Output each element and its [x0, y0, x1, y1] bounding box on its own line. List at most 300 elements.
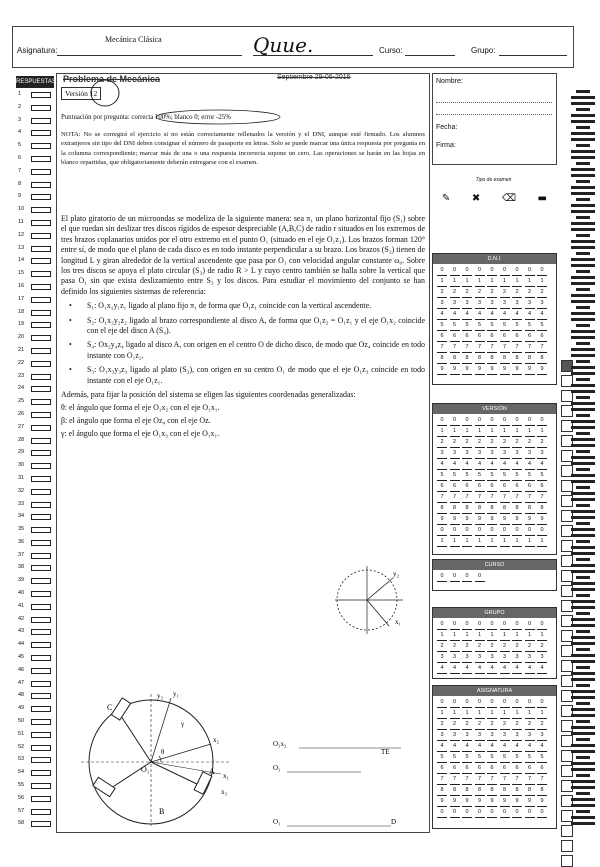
- answer-bubble[interactable]: [31, 105, 51, 111]
- answer-row[interactable]: [16, 408, 54, 421]
- digit-bubble[interactable]: 0: [525, 698, 535, 708]
- digit-bubble[interactable]: 9: [525, 797, 535, 807]
- answer-row[interactable]: [16, 728, 54, 741]
- answer-row[interactable]: [16, 549, 54, 562]
- answer-row[interactable]: [16, 344, 54, 357]
- digit-bubble[interactable]: 1: [450, 427, 460, 437]
- answer-row[interactable]: [16, 766, 54, 779]
- digit-bubble[interactable]: 0: [500, 808, 510, 818]
- digit-bubble[interactable]: 2: [500, 642, 510, 652]
- digit-bubble[interactable]: 8: [437, 504, 447, 514]
- digit-bubble[interactable]: 0: [475, 620, 485, 630]
- digit-bubble[interactable]: 2: [525, 720, 535, 730]
- digit-bubble[interactable]: 7: [450, 343, 460, 353]
- digit-bubble[interactable]: 2: [475, 642, 485, 652]
- digit-bubble[interactable]: 7: [475, 343, 485, 353]
- digit-bubble[interactable]: 0: [475, 572, 485, 582]
- digit-bubble[interactable]: 1: [462, 537, 472, 547]
- digit-bubble[interactable]: 8: [437, 354, 447, 364]
- digit-bubble[interactable]: 5: [500, 753, 510, 763]
- digit-bubble[interactable]: 0: [450, 416, 460, 426]
- answer-row[interactable]: [16, 395, 54, 408]
- digit-bubble[interactable]: 0: [537, 266, 547, 276]
- digit-bubble[interactable]: 1: [487, 709, 497, 719]
- answer-row[interactable]: [16, 370, 54, 383]
- digit-bubble[interactable]: 3: [512, 731, 522, 741]
- digit-bubble[interactable]: 4: [537, 742, 547, 752]
- digit-bubble[interactable]: 5: [525, 753, 535, 763]
- digit-bubble[interactable]: 8: [487, 504, 497, 514]
- digit-bubble[interactable]: 3: [525, 299, 535, 309]
- digit-bubble[interactable]: 6: [450, 482, 460, 492]
- digit-bubble[interactable]: 0: [512, 698, 522, 708]
- digit-bubble[interactable]: 7: [500, 493, 510, 503]
- digit-bubble[interactable]: 6: [437, 332, 447, 342]
- digit-bubble[interactable]: 9: [537, 365, 547, 375]
- digit-bubble[interactable]: 3: [537, 653, 547, 663]
- digit-bubble[interactable]: 8: [462, 504, 472, 514]
- digit-bubble[interactable]: 0: [512, 620, 522, 630]
- answer-row[interactable]: [16, 702, 54, 715]
- digit-bubble[interactable]: 8: [500, 354, 510, 364]
- digit-bubble[interactable]: 0: [450, 698, 460, 708]
- answer-bubble[interactable]: [31, 310, 51, 316]
- digit-bubble[interactable]: 8: [450, 354, 460, 364]
- digit-bubble[interactable]: 4: [525, 742, 535, 752]
- digit-bubble[interactable]: 7: [437, 775, 447, 785]
- digit-bubble[interactable]: 6: [450, 332, 460, 342]
- digit-bubble[interactable]: 4: [500, 460, 510, 470]
- digit-bubble[interactable]: 0: [525, 808, 535, 818]
- digit-bubble[interactable]: 3: [500, 299, 510, 309]
- answer-bubble[interactable]: [31, 463, 51, 469]
- answer-row[interactable]: [16, 306, 54, 319]
- grupo-line[interactable]: [499, 55, 567, 56]
- answer-bubble[interactable]: [31, 757, 51, 763]
- digit-bubble[interactable]: 0: [525, 620, 535, 630]
- digit-bubble[interactable]: 0: [487, 620, 497, 630]
- digit-bubble[interactable]: 1: [537, 537, 547, 547]
- digit-bubble[interactable]: 9: [462, 515, 472, 525]
- answer-bubble[interactable]: [31, 591, 51, 597]
- digit-bubble[interactable]: 3: [525, 653, 535, 663]
- digit-bubble[interactable]: 0: [525, 526, 535, 536]
- digit-bubble[interactable]: 9: [462, 797, 472, 807]
- digit-bubble[interactable]: 5: [462, 753, 472, 763]
- digit-bubble[interactable]: 6: [475, 482, 485, 492]
- digit-bubble[interactable]: 4: [525, 460, 535, 470]
- answer-bubble[interactable]: [31, 489, 51, 495]
- digit-bubble[interactable]: 1: [475, 631, 485, 641]
- digit-bubble[interactable]: 9: [462, 365, 472, 375]
- digit-bubble[interactable]: 7: [475, 493, 485, 503]
- digit-bubble[interactable]: 8: [462, 354, 472, 364]
- answer-bubble[interactable]: [31, 412, 51, 418]
- digit-bubble[interactable]: 3: [475, 653, 485, 663]
- digit-bubble[interactable]: 0: [462, 620, 472, 630]
- digit-bubble[interactable]: 0: [537, 620, 547, 630]
- digit-bubble[interactable]: 1: [512, 427, 522, 437]
- digit-bubble[interactable]: 1: [487, 427, 497, 437]
- digit-bubble[interactable]: 0: [487, 698, 497, 708]
- digit-bubble[interactable]: 9: [512, 797, 522, 807]
- digit-bubble[interactable]: 5: [487, 471, 497, 481]
- grupo-grid[interactable]: [432, 607, 557, 679]
- digit-bubble[interactable]: 2: [437, 288, 447, 298]
- answer-bubble[interactable]: [31, 617, 51, 623]
- digit-bubble[interactable]: 3: [462, 731, 472, 741]
- digit-bubble[interactable]: 6: [537, 764, 547, 774]
- answer-bubble[interactable]: [31, 156, 51, 162]
- digit-bubble[interactable]: 8: [487, 786, 497, 796]
- digit-bubble[interactable]: 8: [525, 786, 535, 796]
- digit-bubble[interactable]: 1: [437, 709, 447, 719]
- digit-bubble[interactable]: 1: [500, 277, 510, 287]
- digit-bubble[interactable]: 8: [437, 786, 447, 796]
- digit-bubble[interactable]: 2: [437, 642, 447, 652]
- digit-bubble[interactable]: 4: [512, 310, 522, 320]
- answer-row[interactable]: [16, 689, 54, 702]
- digit-bubble[interactable]: 5: [462, 471, 472, 481]
- digit-bubble[interactable]: 7: [487, 343, 497, 353]
- digit-bubble[interactable]: 0: [462, 698, 472, 708]
- nombre-line[interactable]: [436, 114, 552, 115]
- digit-bubble[interactable]: 8: [512, 354, 522, 364]
- digit-bubble[interactable]: 1: [450, 537, 460, 547]
- digit-bubble[interactable]: 4: [500, 742, 510, 752]
- digit-bubble[interactable]: 7: [450, 775, 460, 785]
- digit-bubble[interactable]: 8: [525, 504, 535, 514]
- answer-row[interactable]: [16, 216, 54, 229]
- digit-bubble[interactable]: 4: [450, 742, 460, 752]
- answer-bubble[interactable]: [31, 706, 51, 712]
- answer-row[interactable]: [16, 203, 54, 216]
- nombre-line[interactable]: [436, 102, 552, 103]
- digit-bubble[interactable]: 1: [450, 631, 460, 641]
- digit-bubble[interactable]: 3: [537, 449, 547, 459]
- digit-bubble[interactable]: 4: [475, 742, 485, 752]
- digit-bubble[interactable]: 3: [462, 449, 472, 459]
- answer-bubble[interactable]: [31, 565, 51, 571]
- digit-bubble[interactable]: 3: [487, 653, 497, 663]
- digit-bubble[interactable]: 7: [500, 775, 510, 785]
- digit-bubble[interactable]: 9: [512, 365, 522, 375]
- curso-grid[interactable]: [432, 559, 557, 591]
- digit-bubble[interactable]: 4: [462, 460, 472, 470]
- digit-bubble[interactable]: 9: [525, 365, 535, 375]
- answer-row[interactable]: [16, 613, 54, 626]
- answer-row[interactable]: [16, 101, 54, 114]
- digit-bubble[interactable]: 1: [475, 277, 485, 287]
- digit-bubble[interactable]: 5: [500, 471, 510, 481]
- answer-bubble[interactable]: [31, 578, 51, 584]
- digit-bubble[interactable]: 0: [500, 526, 510, 536]
- digit-bubble[interactable]: 2: [500, 288, 510, 298]
- digit-bubble[interactable]: 1: [525, 427, 535, 437]
- answer-bubble[interactable]: [31, 399, 51, 405]
- digit-bubble[interactable]: 3: [462, 653, 472, 663]
- digit-bubble[interactable]: 9: [487, 365, 497, 375]
- answer-bubble[interactable]: [31, 258, 51, 264]
- digit-bubble[interactable]: 2: [437, 438, 447, 448]
- digit-bubble[interactable]: 6: [462, 482, 472, 492]
- digit-bubble[interactable]: 7: [525, 343, 535, 353]
- answer-bubble[interactable]: [31, 374, 51, 380]
- digit-bubble[interactable]: 2: [437, 720, 447, 730]
- answer-row[interactable]: [16, 625, 54, 638]
- digit-bubble[interactable]: 3: [475, 449, 485, 459]
- digit-bubble[interactable]: 0: [462, 526, 472, 536]
- digit-bubble[interactable]: 3: [512, 449, 522, 459]
- answer-row[interactable]: [16, 574, 54, 587]
- answer-bubble[interactable]: [31, 130, 51, 136]
- digit-bubble[interactable]: 0: [437, 416, 447, 426]
- answer-row[interactable]: [16, 561, 54, 574]
- digit-bubble[interactable]: 2: [450, 438, 460, 448]
- answer-row[interactable]: [16, 817, 54, 830]
- answer-bubble[interactable]: [31, 322, 51, 328]
- digit-bubble[interactable]: 1: [525, 709, 535, 719]
- digit-bubble[interactable]: 4: [450, 664, 460, 674]
- digit-bubble[interactable]: 2: [450, 288, 460, 298]
- digit-bubble[interactable]: 7: [437, 343, 447, 353]
- digit-bubble[interactable]: 1: [475, 709, 485, 719]
- answer-bubble[interactable]: [31, 220, 51, 226]
- digit-bubble[interactable]: 0: [525, 266, 535, 276]
- digit-bubble[interactable]: 7: [537, 775, 547, 785]
- digit-bubble[interactable]: 1: [500, 427, 510, 437]
- digit-bubble[interactable]: 1: [525, 537, 535, 547]
- digit-bubble[interactable]: 0: [475, 526, 485, 536]
- answer-bubble[interactable]: [31, 821, 51, 827]
- digit-bubble[interactable]: 4: [537, 310, 547, 320]
- answer-row[interactable]: [16, 229, 54, 242]
- digit-bubble[interactable]: 0: [450, 572, 460, 582]
- digit-bubble[interactable]: 0: [437, 808, 447, 818]
- digit-bubble[interactable]: 9: [450, 365, 460, 375]
- digit-bubble[interactable]: 0: [500, 620, 510, 630]
- digit-bubble[interactable]: 3: [462, 299, 472, 309]
- digit-bubble[interactable]: 6: [500, 482, 510, 492]
- digit-bubble[interactable]: 2: [525, 288, 535, 298]
- digit-bubble[interactable]: 5: [487, 753, 497, 763]
- digit-bubble[interactable]: 4: [500, 310, 510, 320]
- digit-bubble[interactable]: 6: [475, 332, 485, 342]
- digit-bubble[interactable]: 1: [462, 631, 472, 641]
- digit-bubble[interactable]: 8: [512, 786, 522, 796]
- digit-bubble[interactable]: 6: [512, 482, 522, 492]
- digit-bubble[interactable]: 2: [537, 438, 547, 448]
- digit-bubble[interactable]: 5: [462, 321, 472, 331]
- digit-bubble[interactable]: 5: [475, 471, 485, 481]
- digit-bubble[interactable]: 5: [437, 753, 447, 763]
- digit-bubble[interactable]: 0: [500, 266, 510, 276]
- digit-bubble[interactable]: 0: [450, 808, 460, 818]
- digit-bubble[interactable]: 1: [487, 277, 497, 287]
- digit-bubble[interactable]: 3: [437, 653, 447, 663]
- answer-bubble[interactable]: [31, 719, 51, 725]
- digit-bubble[interactable]: 3: [475, 731, 485, 741]
- digit-bubble[interactable]: 6: [462, 764, 472, 774]
- answer-row[interactable]: [16, 600, 54, 613]
- digit-bubble[interactable]: 6: [525, 764, 535, 774]
- digit-bubble[interactable]: 0: [512, 416, 522, 426]
- digit-bubble[interactable]: 1: [487, 631, 497, 641]
- digit-bubble[interactable]: 0: [475, 416, 485, 426]
- answer-bubble[interactable]: [31, 629, 51, 635]
- digit-bubble[interactable]: 6: [512, 764, 522, 774]
- digit-bubble[interactable]: 8: [500, 504, 510, 514]
- digit-bubble[interactable]: 3: [487, 449, 497, 459]
- answer-row[interactable]: [16, 677, 54, 690]
- digit-bubble[interactable]: 9: [500, 365, 510, 375]
- digit-bubble[interactable]: 2: [487, 720, 497, 730]
- digit-bubble[interactable]: 0: [437, 266, 447, 276]
- digit-bubble[interactable]: 9: [437, 365, 447, 375]
- answer-row[interactable]: [16, 651, 54, 664]
- digit-bubble[interactable]: 4: [512, 664, 522, 674]
- answer-row[interactable]: [16, 242, 54, 255]
- digit-bubble[interactable]: 7: [525, 775, 535, 785]
- answer-row[interactable]: [16, 280, 54, 293]
- digit-bubble[interactable]: 3: [437, 449, 447, 459]
- digit-bubble[interactable]: 2: [475, 438, 485, 448]
- answer-row[interactable]: [16, 498, 54, 511]
- digit-bubble[interactable]: 7: [450, 493, 460, 503]
- digit-bubble[interactable]: 0: [525, 416, 535, 426]
- digit-bubble[interactable]: 7: [462, 343, 472, 353]
- digit-bubble[interactable]: 2: [512, 288, 522, 298]
- digit-bubble[interactable]: 2: [450, 720, 460, 730]
- digit-bubble[interactable]: 8: [462, 786, 472, 796]
- digit-bubble[interactable]: 0: [475, 698, 485, 708]
- digit-bubble[interactable]: 3: [512, 299, 522, 309]
- digit-bubble[interactable]: 0: [487, 526, 497, 536]
- answer-bubble[interactable]: [31, 335, 51, 341]
- digit-bubble[interactable]: 0: [475, 808, 485, 818]
- digit-bubble[interactable]: 3: [500, 731, 510, 741]
- digit-bubble[interactable]: 6: [512, 332, 522, 342]
- answer-bubble[interactable]: [31, 169, 51, 175]
- digit-bubble[interactable]: 2: [462, 438, 472, 448]
- answer-row[interactable]: [16, 472, 54, 485]
- digit-bubble[interactable]: 6: [500, 332, 510, 342]
- answer-row[interactable]: [16, 254, 54, 267]
- digit-bubble[interactable]: 9: [537, 515, 547, 525]
- digit-bubble[interactable]: 3: [450, 449, 460, 459]
- digit-bubble[interactable]: 5: [512, 471, 522, 481]
- digit-bubble[interactable]: 5: [537, 321, 547, 331]
- digit-bubble[interactable]: 1: [500, 537, 510, 547]
- answer-row[interactable]: [16, 88, 54, 101]
- digit-bubble[interactable]: 2: [487, 642, 497, 652]
- digit-bubble[interactable]: 3: [475, 299, 485, 309]
- answer-bubble[interactable]: [31, 502, 51, 508]
- digit-bubble[interactable]: 8: [450, 504, 460, 514]
- digit-bubble[interactable]: 0: [450, 526, 460, 536]
- answer-row[interactable]: [16, 139, 54, 152]
- digit-bubble[interactable]: 7: [512, 343, 522, 353]
- digit-bubble[interactable]: 4: [537, 460, 547, 470]
- digit-bubble[interactable]: 1: [500, 709, 510, 719]
- digit-bubble[interactable]: 2: [450, 642, 460, 652]
- digit-bubble[interactable]: 9: [487, 515, 497, 525]
- digit-bubble[interactable]: 1: [537, 709, 547, 719]
- digit-bubble[interactable]: 7: [525, 493, 535, 503]
- digit-bubble[interactable]: 5: [500, 321, 510, 331]
- answer-row[interactable]: [16, 779, 54, 792]
- digit-bubble[interactable]: 2: [462, 720, 472, 730]
- digit-bubble[interactable]: 4: [462, 664, 472, 674]
- digit-bubble[interactable]: 9: [487, 797, 497, 807]
- answer-row[interactable]: [16, 536, 54, 549]
- answer-bubble[interactable]: [31, 642, 51, 648]
- digit-bubble[interactable]: 3: [437, 299, 447, 309]
- digit-bubble[interactable]: 7: [487, 775, 497, 785]
- digit-bubble[interactable]: 5: [437, 471, 447, 481]
- digit-bubble[interactable]: 5: [537, 753, 547, 763]
- digit-bubble[interactable]: 0: [462, 416, 472, 426]
- digit-bubble[interactable]: 6: [487, 764, 497, 774]
- digit-bubble[interactable]: 2: [500, 720, 510, 730]
- digit-bubble[interactable]: 4: [437, 460, 447, 470]
- digit-bubble[interactable]: 1: [487, 537, 497, 547]
- digit-bubble[interactable]: 8: [537, 786, 547, 796]
- digit-bubble[interactable]: 5: [512, 753, 522, 763]
- answer-bubble[interactable]: [31, 514, 51, 520]
- answer-row[interactable]: [16, 638, 54, 651]
- digit-bubble[interactable]: 4: [512, 460, 522, 470]
- digit-bubble[interactable]: 8: [525, 354, 535, 364]
- digit-bubble[interactable]: 3: [450, 299, 460, 309]
- digit-bubble[interactable]: 4: [537, 664, 547, 674]
- digit-bubble[interactable]: 4: [487, 310, 497, 320]
- digit-bubble[interactable]: 0: [437, 698, 447, 708]
- digit-bubble[interactable]: 0: [437, 526, 447, 536]
- digit-bubble[interactable]: 0: [500, 416, 510, 426]
- digit-bubble[interactable]: 2: [462, 288, 472, 298]
- digit-bubble[interactable]: 2: [525, 438, 535, 448]
- digit-bubble[interactable]: 1: [537, 277, 547, 287]
- digit-bubble[interactable]: 9: [437, 797, 447, 807]
- digit-bubble[interactable]: 4: [437, 742, 447, 752]
- answer-bubble[interactable]: [31, 681, 51, 687]
- digit-bubble[interactable]: 0: [462, 572, 472, 582]
- answer-row[interactable]: [16, 434, 54, 447]
- digit-bubble[interactable]: 8: [487, 354, 497, 364]
- digit-bubble[interactable]: 9: [500, 797, 510, 807]
- digit-bubble[interactable]: 9: [537, 797, 547, 807]
- answer-row[interactable]: [16, 382, 54, 395]
- digit-bubble[interactable]: 2: [537, 720, 547, 730]
- digit-bubble[interactable]: 0: [537, 808, 547, 818]
- digit-bubble[interactable]: 6: [462, 332, 472, 342]
- answer-bubble[interactable]: [31, 143, 51, 149]
- digit-bubble[interactable]: 0: [537, 416, 547, 426]
- digit-bubble[interactable]: 5: [437, 321, 447, 331]
- answer-row[interactable]: [16, 318, 54, 331]
- digit-bubble[interactable]: 0: [450, 620, 460, 630]
- digit-bubble[interactable]: 1: [462, 277, 472, 287]
- digit-bubble[interactable]: 7: [537, 493, 547, 503]
- digit-bubble[interactable]: 2: [500, 438, 510, 448]
- answer-bubble[interactable]: [31, 386, 51, 392]
- digit-bubble[interactable]: 5: [450, 321, 460, 331]
- answer-row[interactable]: [16, 753, 54, 766]
- digit-bubble[interactable]: 2: [462, 642, 472, 652]
- answer-bubble[interactable]: [31, 246, 51, 252]
- answer-bubble[interactable]: [31, 271, 51, 277]
